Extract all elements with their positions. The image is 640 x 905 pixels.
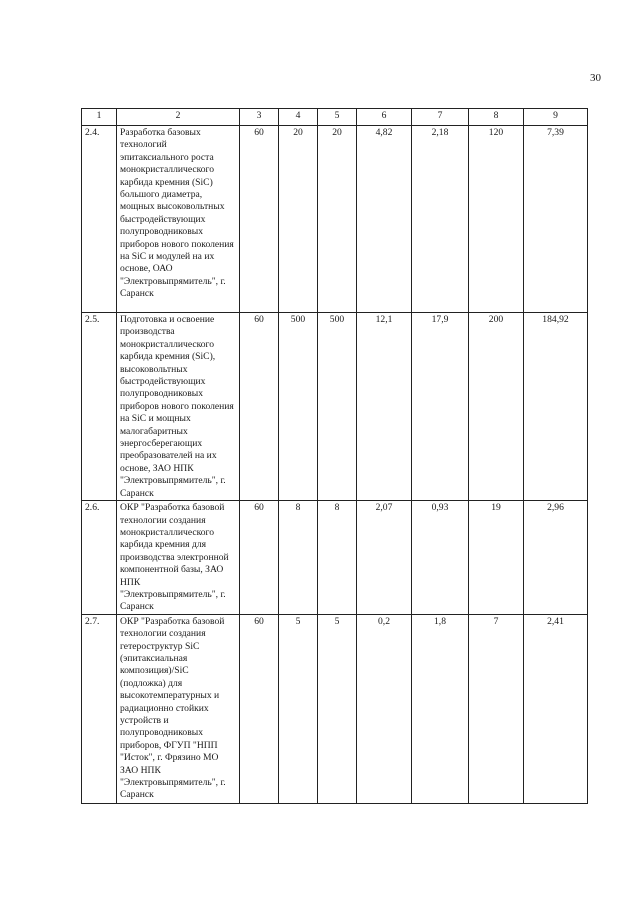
table-cell: 8 [279, 501, 318, 615]
table-cell: 0,2 [357, 614, 412, 803]
column-header: 7 [412, 109, 469, 126]
table-cell: 60 [240, 313, 279, 501]
table-header-row [82, 109, 588, 126]
table-cell: 200 [469, 313, 524, 501]
row-number: 2.4. [82, 126, 117, 313]
table-cell: 2,07 [357, 501, 412, 615]
column-header: 4 [279, 109, 318, 126]
row-number: 2.6. [82, 501, 117, 615]
page-number: 30 [590, 72, 601, 84]
table-cell: 120 [469, 126, 524, 313]
table-cell: 17,9 [412, 313, 469, 501]
table-row [82, 501, 588, 615]
data-table [81, 108, 588, 804]
table-cell: 1,8 [412, 614, 469, 803]
table-cell: 2,41 [524, 614, 588, 803]
table-row [82, 614, 588, 803]
table-cell: 184,92 [524, 313, 588, 501]
table-cell: 60 [240, 126, 279, 313]
table-cell: 8 [318, 501, 357, 615]
column-header: 9 [524, 109, 588, 126]
table-cell: 19 [469, 501, 524, 615]
table-row [82, 313, 588, 501]
column-header: 8 [469, 109, 524, 126]
table-cell: 0,93 [412, 501, 469, 615]
row-description: ОКР "Разработка базовой технологии создания гетероструктур SiC (эпитаксиальная композиция)/SiC (подложка) для высокотемпературных и радиационно стойких устройств и полупроводниковых приборов, ФГУП "НПП "Исток", г. Фрязино МО ЗАО НПК "Электровыпрямитель", г. Саранск [117, 614, 240, 803]
table-cell: 500 [318, 313, 357, 501]
table-cell: 4,82 [357, 126, 412, 313]
table-cell: 60 [240, 614, 279, 803]
table-row [82, 126, 588, 313]
table-cell: 12,1 [357, 313, 412, 501]
row-description: Разработка базовых технологий эпитаксиального роста монокристаллического карбида кремния (SiC) большого диаметра, мощных высоковольтных быстродействующих полупроводниковых приборов нового поколения на SiC и модулей на их основе, ОАО "Электровыпрямитель", г. Саранск [117, 126, 240, 313]
column-header: 6 [357, 109, 412, 126]
table-cell: 60 [240, 501, 279, 615]
table-cell: 2,96 [524, 501, 588, 615]
table-cell: 5 [318, 614, 357, 803]
row-description: Подготовка и освоение производства монокристаллического карбида кремния (SiC), высоковольтных быстродействующих полупроводниковых приборов нового поколения на SiC и мощных малогабаритных энергосберегающих преобразователей на их основе, ЗАО НПК "Электровыпрямитель", г. Саранск [117, 313, 240, 501]
row-number: 2.5. [82, 313, 117, 501]
table-cell: 2,18 [412, 126, 469, 313]
row-description: ОКР "Разработка базовой технологии создания монокристаллического карбида кремния для производства электронной компонентной базы, ЗАО НПК "Электровыпрямитель", г. Саранск [117, 501, 240, 615]
table-cell: 20 [279, 126, 318, 313]
column-header: 2 [117, 109, 240, 126]
table-cell: 20 [318, 126, 357, 313]
table-cell: 5 [279, 614, 318, 803]
table-cell: 7,39 [524, 126, 588, 313]
column-header: 1 [82, 109, 117, 126]
row-number: 2.7. [82, 614, 117, 803]
column-header: 5 [318, 109, 357, 126]
table-cell: 500 [279, 313, 318, 501]
table-cell: 7 [469, 614, 524, 803]
column-header: 3 [240, 109, 279, 126]
